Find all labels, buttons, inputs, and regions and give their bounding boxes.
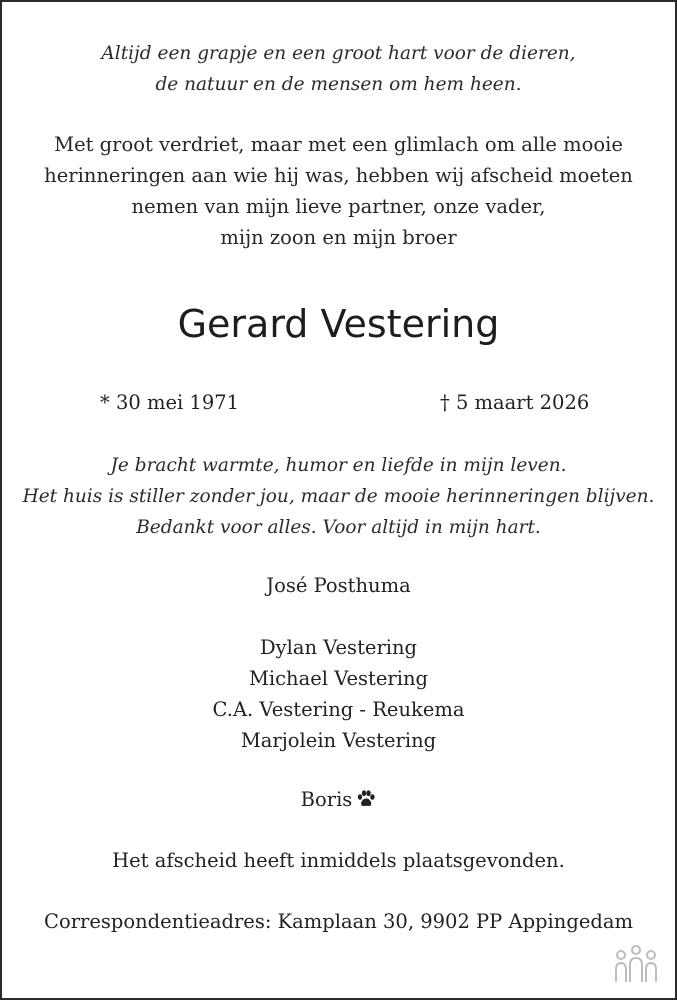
intro-text (2, 129, 675, 253)
pet-name: Boris (300, 788, 353, 811)
opening-quote (2, 38, 675, 100)
poem-line: Je bracht warmte, humor en liefde in mijn leven. (110, 455, 567, 476)
intro-line: nemen van mijn lieve partner, onze vader, (131, 195, 546, 218)
opening-quote-line: de natuur en de mensen om hem heen. (155, 74, 522, 95)
intro-line: herinneringen aan wie hij was, hebben wij afscheid moeten (44, 164, 633, 187)
poem-line: Het huis is stiller zonder jou, maar de mooie herinneringen blijven. (22, 486, 655, 507)
opening-quote-line: Altijd een grapje en een groot hart voor de dieren, (101, 43, 576, 64)
relative-name: C.A. Vestering - Reukema (212, 698, 465, 721)
relative-name: Marjolein Vestering (240, 729, 437, 752)
closing-note: Het afscheid heeft inmiddels plaatsgevonden. (112, 849, 565, 872)
people-group-icon (613, 944, 659, 984)
relatives-list (2, 632, 675, 756)
paw-icon (356, 787, 376, 818)
pet-line (2, 784, 675, 818)
intro-line: Met groot verdriet, maar met een glimlach om alle mooie (54, 133, 623, 156)
correspondence-address: Correspondentieadres: Kamplaan 30, 9902 PP Appingedam (44, 910, 633, 933)
poem (2, 450, 675, 543)
intro-line: mijn zoon en mijn broer (220, 226, 457, 249)
poem-line: Bedankt voor alles. Voor altijd in mijn hart. (136, 517, 541, 538)
death-date: † 5 maart 2026 (440, 391, 590, 414)
birth-date: * 30 mei 1971 (100, 391, 240, 414)
partner-name: José Posthuma (266, 574, 411, 597)
relative-name: Dylan Vestering (259, 636, 418, 659)
relative-name: Michael Vestering (248, 667, 429, 690)
deceased-name: Gerard Vestering (177, 302, 500, 346)
